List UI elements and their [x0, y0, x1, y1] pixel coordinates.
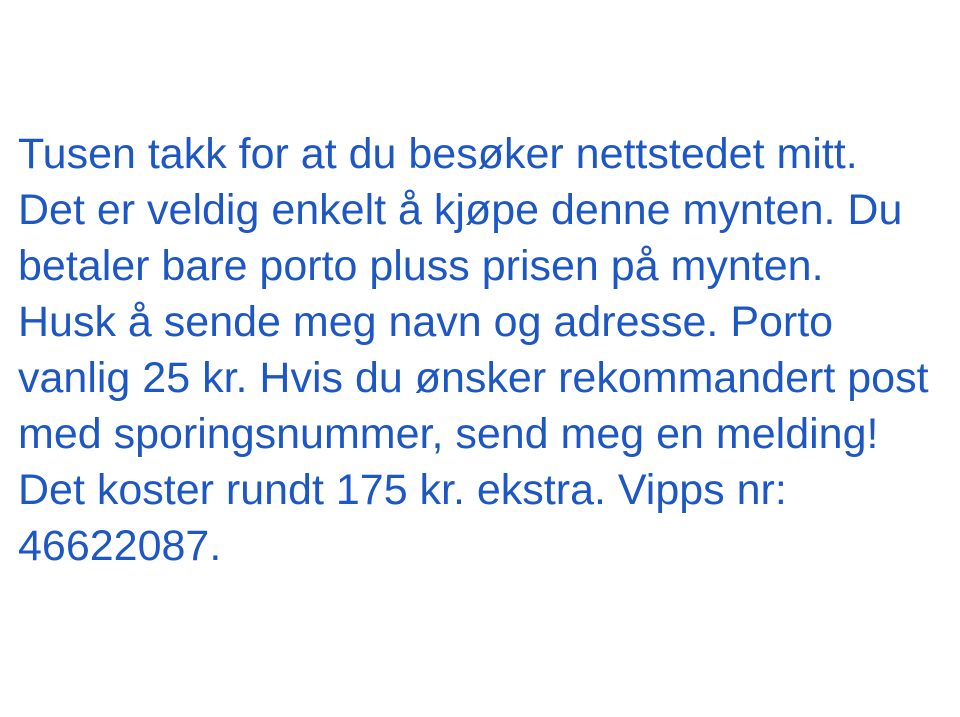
text-line: Det koster rundt 175 kr. ekstra. Vipps nr:: [18, 466, 787, 514]
text-line: vanlig 25 kr. Hvis du ønsker rekommandert post: [18, 354, 929, 402]
text-line: Tusen takk for at du besøker nettstedet mitt.: [18, 130, 858, 178]
text-line: Det er veldig enkelt å kjøpe denne mynten. Du: [18, 186, 903, 234]
text-line: med sporingsnummer, send meg en melding!: [18, 410, 879, 458]
seller-description-text: [18, 126, 952, 574]
text-line: Husk å sende meg navn og adresse. Porto: [18, 298, 834, 346]
text-line: betaler bare porto pluss prisen på mynten.: [18, 242, 824, 290]
text-line: 46622087.: [18, 522, 222, 570]
